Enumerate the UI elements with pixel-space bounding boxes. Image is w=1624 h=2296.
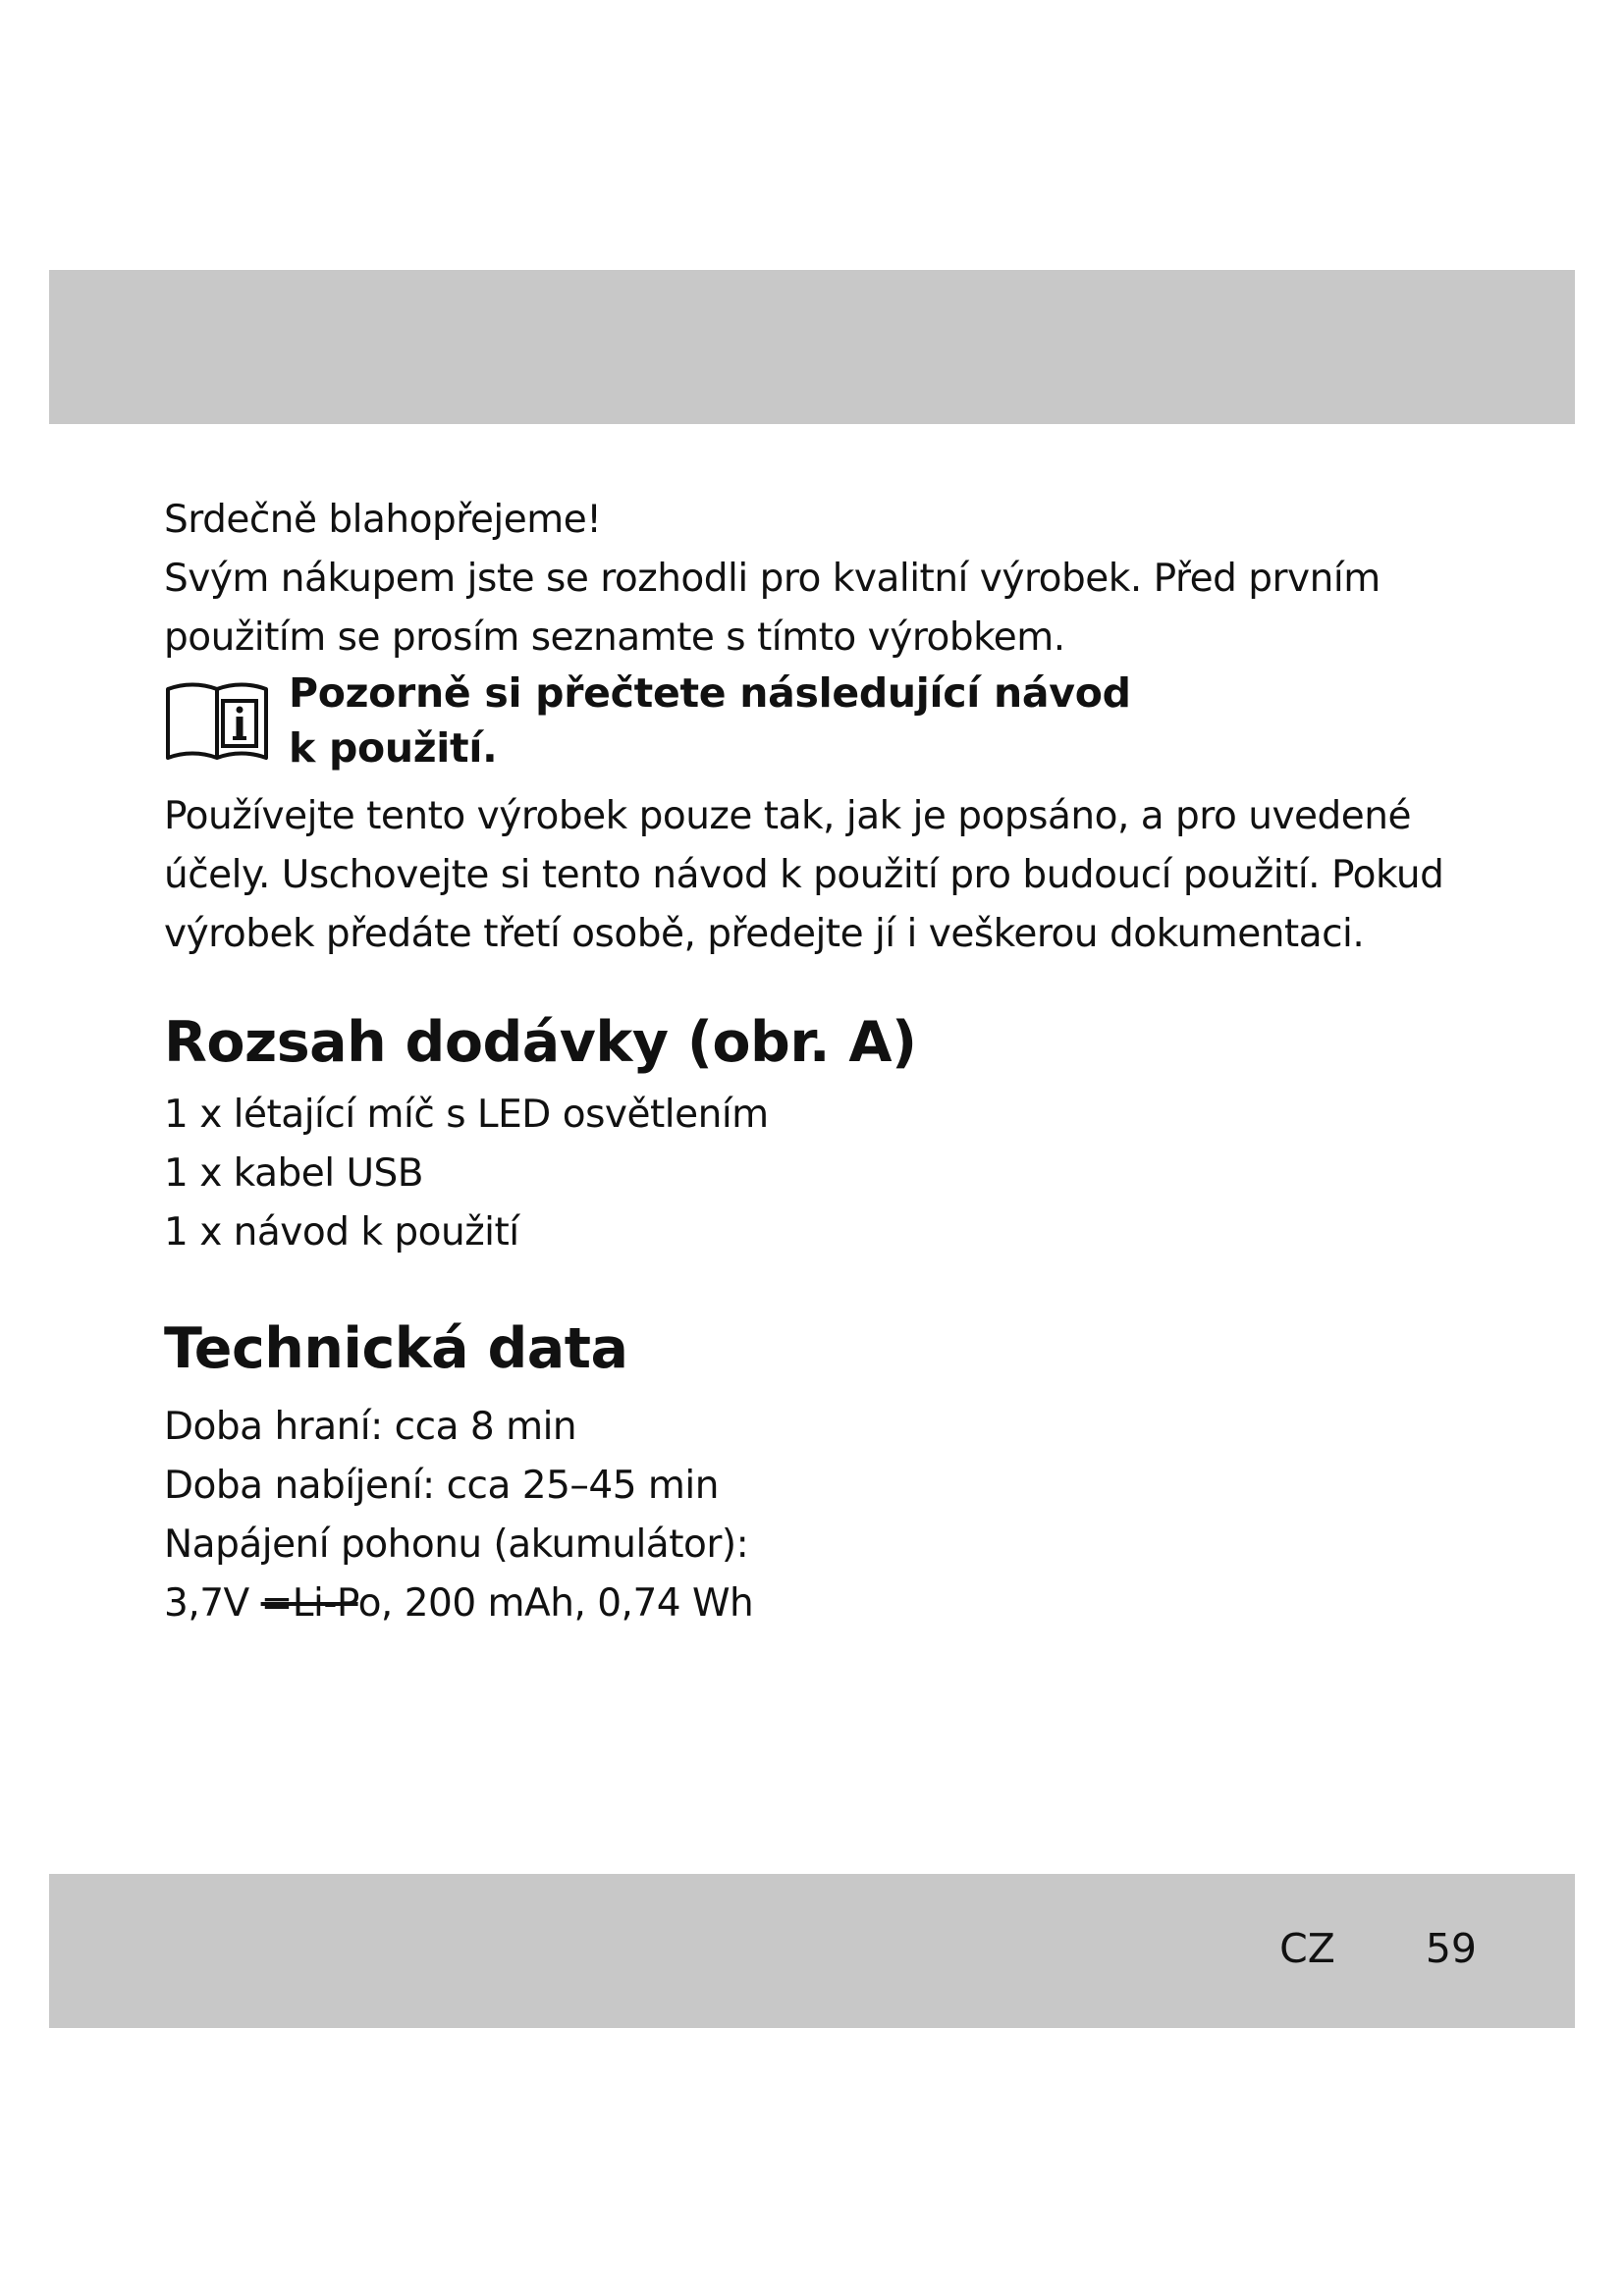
usage-line-1: Používejte tento výrobek pouze tak, jak je popsáno, a pro uvedené xyxy=(164,794,1412,838)
scope-item: 1 x létající míč s LED osvětlením xyxy=(164,1093,769,1137)
scope-heading: Rozsah dodávky (obr. A) xyxy=(164,1010,917,1075)
power-prefix: 3,7V xyxy=(164,1581,261,1626)
read-instructions-notice xyxy=(164,666,1539,783)
notice-line-2: k použití. xyxy=(289,724,498,772)
usage-line-2: účely. Uschovejte si tento návod k použití pro budoucí použití. Pokud xyxy=(164,853,1444,897)
header-band xyxy=(49,270,1575,424)
tech-play-time: Doba hraní: cca 8 min xyxy=(164,1405,577,1449)
scope-item: 1 x návod k použití xyxy=(164,1210,519,1255)
page-content xyxy=(164,491,1539,1633)
intro-line-2: použitím se prosím seznamte s tímto výrobkem. xyxy=(164,615,1065,660)
language-code: CZ xyxy=(1279,1925,1335,1972)
dc-lipo-symbol: =Li-P xyxy=(260,1581,358,1626)
scope-item: 1 x kabel USB xyxy=(164,1151,424,1196)
page-number: 59 xyxy=(1425,1925,1477,1972)
power-suffix: o, 200 mAh, 0,74 Wh xyxy=(357,1581,754,1626)
tech-power-value xyxy=(164,1575,1539,1633)
page-footer xyxy=(1279,1919,1477,1978)
intro-greeting: Srdečně blahopřejeme! xyxy=(164,498,602,542)
tech-heading: Technická data xyxy=(164,1316,628,1381)
notice-text xyxy=(289,666,1131,775)
intro-line-1: Svým nákupem jste se rozhodli pro kvalitní výrobek. Před prvním xyxy=(164,557,1380,601)
book-info-icon xyxy=(164,679,270,764)
tech-charge-time: Doba nabíjení: cca 25–45 min xyxy=(164,1464,719,1508)
tech-power-label: Napájení pohonu (akumulátor): xyxy=(164,1522,749,1567)
notice-line-1: Pozorně si přečtete následující návod xyxy=(289,669,1131,717)
usage-line-3: výrobek předáte třetí osobě, předejte jí i veškerou dokumentaci. xyxy=(164,912,1365,956)
